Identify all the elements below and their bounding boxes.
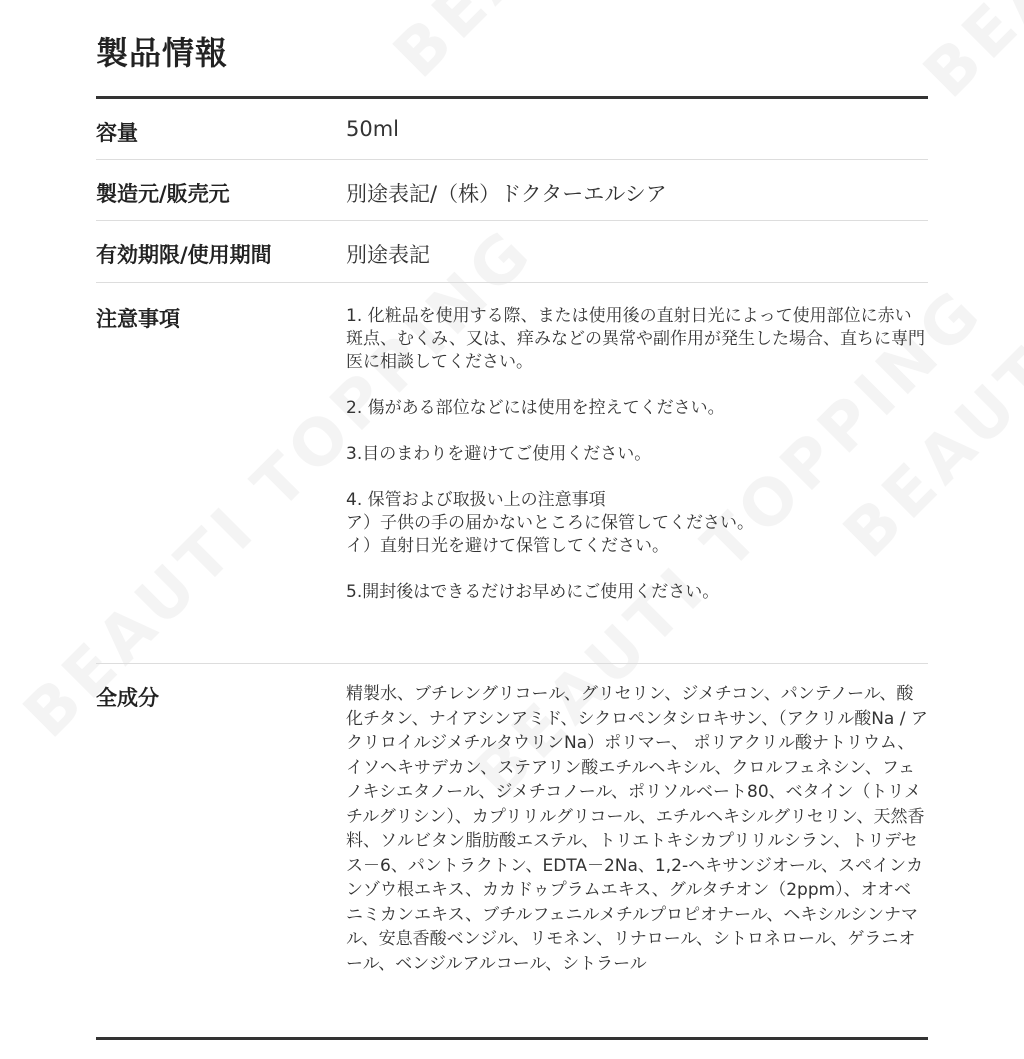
row-label: 容量 — [96, 121, 138, 145]
info-row-expiry — [96, 221, 928, 281]
caution-item: 5.開封後はできるだけお早めにご使用ください。 — [346, 582, 720, 602]
caution-item: 3.目のまわりを避けてご使用ください。 — [346, 444, 652, 464]
ingredients-text — [346, 682, 928, 976]
info-row-ingredients — [96, 664, 928, 1034]
row-label: 注意事項 — [96, 307, 180, 331]
row-value: 別途表記/（株）ドクターエルシア — [346, 182, 667, 206]
page-title: 製品情報 — [96, 34, 229, 72]
info-row-manufacturer — [96, 160, 928, 220]
caution-item: 4. 保管および取扱い上の注意事項 — [346, 490, 606, 510]
caution-list — [346, 305, 928, 604]
info-row-volume — [96, 99, 928, 159]
caution-item: 1. 化粧品を使用する際、または使用後の直射日光によって使用部位に赤い斑点、むくみ、又は、痒みなどの異常や副作用が発生した場合、直ちに専門医に相談してください。 — [346, 306, 926, 372]
caution-subitem: イ）直射日光を避けて保管してください。 — [346, 536, 669, 556]
ingredients-list: 精製水、ブチレングリコール、グリセリン、ジメチコン、パンテノール、酸化チタン、ナイアシンアミド、シクロペンタシロキサン、（アクリル酸Na / アクリロイルジメチルタウリンNa）ポリマー、 ポリアクリル酸ナトリウム、イソヘキサデカン、ステアリン酸エチルヘキシル、クロルフェネシン、フェノキシエタノール、ジメチコノール、ポリソルベート80、ベタイン（トリメチルグリシン）、カプリリルグリコール、エチルヘキシルグリセリン、天然香料、ソルビタン脂肪酸エステル、トリエトキシカプリリルシラン、トリデセス－6、パントラクトン、EDTA－2Na、1,2-ヘキサンジオール、スペインカンゾウ根エキス、カカドゥプラムエキス、グルタチオン（2ppm）、オオベニミカンエキス、ブチルフェニルメチルプロピオナール、ヘキシルシンナマル、安息香酸ベンジル、リモネン、リナロール、シトロネロール、ゲラニオール、ベンジルアルコール、シトラール — [346, 684, 928, 974]
caution-item: 2. 傷がある部位などには使用を控えてください。 — [346, 398, 725, 418]
info-row-cautions — [96, 283, 928, 663]
caution-subitem: ア）子供の手の届かないところに保管してください。 — [346, 513, 754, 533]
row-value: 別途表記 — [346, 243, 430, 267]
watermark-text — [380, 0, 919, 92]
row-label: 有効期限/使用期間 — [96, 243, 272, 267]
bottom-rule — [96, 1037, 928, 1040]
row-label: 全成分 — [96, 686, 159, 710]
row-value: 50ml — [346, 117, 400, 141]
row-label: 製造元/販売元 — [96, 182, 230, 206]
